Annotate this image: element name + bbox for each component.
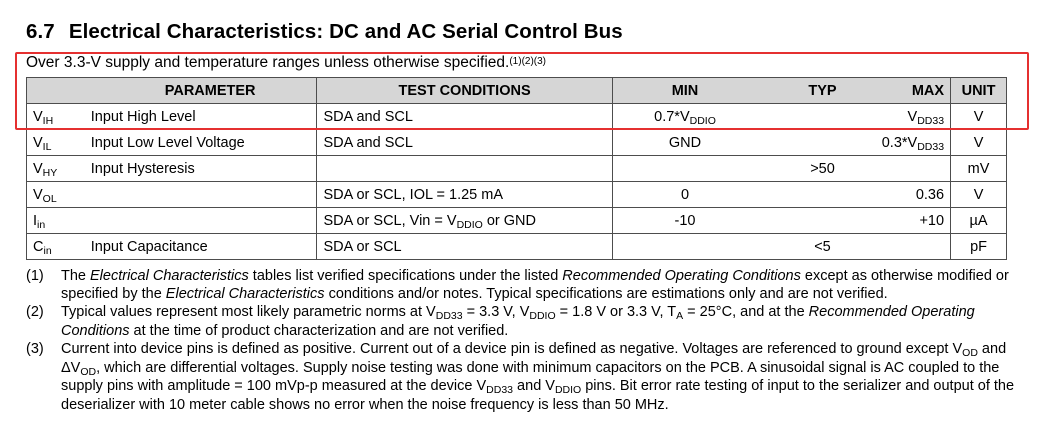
row-parameter <box>85 208 317 234</box>
header-min: MIN <box>612 78 791 104</box>
footnote-1 <box>26 268 1016 303</box>
row-min <box>612 234 791 260</box>
row-min: GND <box>612 130 791 156</box>
intro-footnote-refs: (1)(2)(3) <box>509 56 547 67</box>
row-typ: >50 <box>791 156 853 182</box>
row-symbol: $V_{IL}$ <box>27 130 85 156</box>
table-header-row <box>27 78 1007 104</box>
table-row <box>27 104 1007 130</box>
header-parameter: PARAMETER <box>85 78 317 104</box>
table-row <box>27 182 1007 208</box>
section-number: 6.7 <box>26 20 55 43</box>
section-heading <box>26 20 623 44</box>
table-row <box>27 208 1007 234</box>
row-symbol: $C_{in}$ <box>27 234 85 260</box>
row-min: $0.7*V_{DDIO}$ <box>612 104 791 130</box>
row-typ <box>791 208 853 234</box>
row-max: $0.3*V_{DD33}$ <box>854 130 951 156</box>
row-max: +10 <box>854 208 951 234</box>
row-min <box>612 156 791 182</box>
footnote-2 <box>26 304 1016 340</box>
row-symbol: $I_{in}$ <box>27 208 85 234</box>
footnote-text: Typical values represent most likely parametric norms at $V_{DD33} = 3.3$ V, $V_{DDIO} = 1.8$ V or 3.3 V, $T_A = 25^\circ C$, and at the Recommended Operating Conditions at the time of product characterization and are not verified. <box>61 304 975 339</box>
row-max <box>854 234 951 260</box>
row-conditions: SDA or SCL, Vin = $V_{DDIO}$ or GND <box>317 208 612 234</box>
footnote-text: The Electrical Characteristics tables list verified specifications under the listed Recommended Operating Conditions except as otherwise modified or specified by the Electrical Characteristics conditions and/or notes. Typical specifications are estimations only and are not verified. <box>61 268 1009 302</box>
row-unit: V <box>951 130 1007 156</box>
row-unit: V <box>951 104 1007 130</box>
footnote-3 <box>26 341 1016 414</box>
row-parameter: Input Capacitance <box>85 234 317 260</box>
row-parameter: Input Hysteresis <box>85 156 317 182</box>
table-row <box>27 130 1007 156</box>
electrical-characteristics-table <box>26 77 1007 260</box>
header-unit: UNIT <box>951 78 1007 104</box>
footnote-index: (1) <box>26 268 44 284</box>
row-parameter: Input Low Level Voltage <box>85 130 317 156</box>
row-typ <box>791 130 853 156</box>
row-symbol: $V_{IH}$ <box>27 104 85 130</box>
table-intro <box>26 54 546 72</box>
row-conditions <box>317 156 612 182</box>
table-row <box>27 156 1007 182</box>
row-typ <box>791 182 853 208</box>
row-symbol: $V_{OL}$ <box>27 182 85 208</box>
header-test-conditions: TEST CONDITIONS <box>317 78 612 104</box>
section-title: Electrical Characteristics: DC and AC Serial Control Bus <box>68 20 623 43</box>
footnote-index: (3) <box>26 341 44 357</box>
row-conditions: SDA or SCL, IOL = 1.25 mA <box>317 182 612 208</box>
row-unit: V <box>951 182 1007 208</box>
row-unit: µA <box>951 208 1007 234</box>
header-symbol <box>27 78 85 104</box>
row-max: $V_{DD33}$ <box>854 104 951 130</box>
table-row <box>27 234 1007 260</box>
row-typ: <5 <box>791 234 853 260</box>
row-parameter: Input High Level <box>85 104 317 130</box>
footnote-index: (2) <box>26 304 44 320</box>
row-min: 0 <box>612 182 791 208</box>
row-conditions: SDA and SCL <box>317 104 612 130</box>
footnote-text: Current into device pins is defined as positive. Current out of a device pin is defined as negative. Voltages are referenced to ground except $V_{OD}$ and $\Delta V_{OD}$, which are differential voltages. Supply noise testing was done with minimum capacitors on the PCB. A sinusoidal signal is AC coupled to the supply pins with amplitude = 100 mVp-p measured at the device $V_{DD33}$ and $V_{DDIO}$ pins. Bit error rate testing of input to the serializer and output of the deserializer with 10 meter cable shows no error when the noise frequency is less than 50 MHz. <box>61 341 1015 413</box>
row-max: 0.36 <box>854 182 951 208</box>
row-symbol: $V_{HY}$ <box>27 156 85 182</box>
row-parameter <box>85 182 317 208</box>
row-conditions: SDA or SCL <box>317 234 612 260</box>
intro-text: Over 3.3-V supply and temperature ranges unless otherwise specified. <box>26 54 510 71</box>
row-unit: pF <box>951 234 1007 260</box>
table-notes <box>26 268 1016 415</box>
header-max: MAX <box>854 78 951 104</box>
row-typ <box>791 104 853 130</box>
row-max <box>854 156 951 182</box>
row-min: -10 <box>612 208 791 234</box>
row-conditions: SDA and SCL <box>317 130 612 156</box>
row-unit: mV <box>951 156 1007 182</box>
header-typ: TYP <box>791 78 853 104</box>
